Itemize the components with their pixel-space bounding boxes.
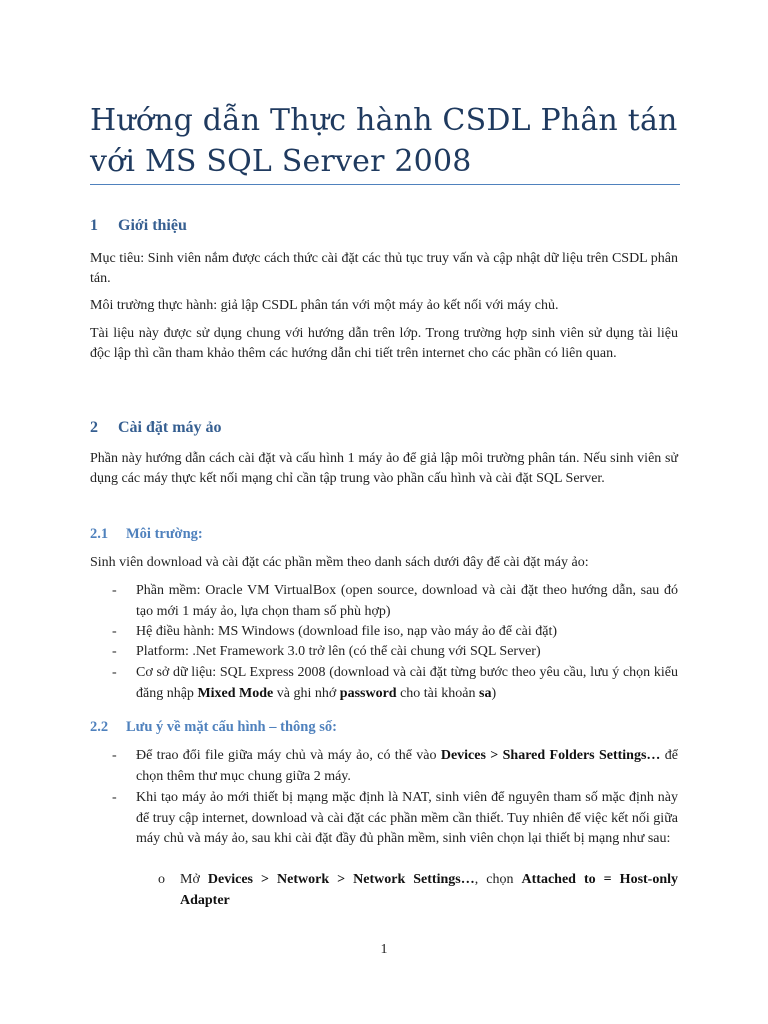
section-number: 1 [90,217,98,234]
section-title: Cài đặt máy ảo [118,419,222,436]
section-title: Lưu ý về mặt cấu hình – thông số: [126,719,337,735]
section-2-heading [90,419,222,437]
list-item [112,642,678,663]
bold-setting: Attached to = Host-only Adapter [180,872,679,908]
section-title: Giới thiệu [118,217,187,234]
paragraph: Tài liệu này được sử dụng chung với hướng dẫn trên lớp. Trong trường hợp sinh viên sử dụng tài liệu độc lập thì cần tham khảo thêm các hướng dẫn chi tiết trên internet cho các phần có liên quan. [90,326,678,361]
text-run: để chọn thêm thư mục chung giữa 2 máy. [136,748,678,784]
section-2-2-heading [90,719,337,736]
sub-bullet: o [158,872,165,887]
bold-menu-path: Devices > Shared Folders Settings… [440,748,661,763]
list-item-text: Khi tạo máy ảo mới thiết bị mạng mặc định là NAT, sinh viên để nguyên tham số mặc định này để truy cập internet, download và cài đặt các phần mềm cần thiết. Tuy nhiên để việc kết nối giữa máy chủ và máy ảo, sau khi cài đặt đầy đủ phần mềm, sinh viên chọn lại thiết bị mạng như sau: [136,790,678,846]
list-item-text [136,663,678,704]
list-item [112,663,678,704]
page-number: 1 [380,942,388,957]
list-dash: - [112,748,117,763]
list-item [112,622,678,643]
text-run: cho tài khoản [396,685,479,701]
list-dash: - [112,665,117,680]
list-item [112,788,678,850]
title-divider [90,184,680,185]
section-number: 2.1 [90,526,109,542]
list-item-text: Platform: .Net Framework 3.0 trở lên (có thể cài chung với SQL Server) [136,644,541,659]
bold-menu-path: Devices > Network > Network Settings… [207,872,475,887]
list-dash: - [112,644,117,659]
list-item [112,581,678,622]
document-title: Hướng dẫn Thực hành CSDL Phân tán với MS SQL Server 2008 [90,103,678,179]
section-title: Môi trường: [126,526,203,542]
text-run: Để trao đổi file giữa máy chủ và máy ảo, có thể vào [136,748,441,763]
list-item-text: Hệ điều hành: MS Windows (download file iso, nạp vào máy ảo để cài đặt) [136,624,558,639]
sub-list-item-text [180,870,678,911]
bold-mixed-mode: Mixed Mode [197,685,274,701]
text-run: , chọn [474,872,522,887]
list-dash: - [112,790,117,805]
list-item-text: Phần mềm: Oracle VM VirtualBox (open source, download và cài đặt theo hướng dẫn, sau đó tạo mới 1 máy ảo, lựa chọn tham số phù hợp) [136,583,678,619]
bold-password: password [339,685,397,701]
section-1-heading [90,217,187,235]
list-dash: - [112,624,117,639]
bold-sa: sa [479,685,492,701]
list-item-text [136,746,678,787]
list-dash: - [112,583,117,598]
sub-list-item [158,870,678,911]
text-run: ) [491,685,497,701]
text-run: Mở [180,872,208,887]
section-number: 2.2 [90,719,109,735]
text-run: Cơ sở dữ liệu: SQL Express 2008 (download và cài đặt từng bước theo yêu cầu, lưu ý chọn kiểu đăng nhập [136,665,678,701]
section-number: 2 [90,419,98,436]
paragraph: Sinh viên download và cài đặt các phần mềm theo danh sách dưới đây để cài đặt máy ảo: [90,555,589,570]
text-run: và ghi nhớ [273,685,340,701]
section-2-1-heading [90,526,203,543]
paragraph: Phần này hướng dẫn cách cài đặt và cấu hình 1 máy ảo để giả lập môi trường phân tán. Nếu sinh viên sử dụng các máy thực kết nối mạng chỉ cần tập trung vào phần cấu hình và cài đặt SQL Server. [90,451,678,486]
paragraph: Môi trường thực hành: giả lập CSDL phân tán với một máy ảo kết nối với máy chủ. [90,298,559,313]
paragraph: Mục tiêu: Sinh viên nắm được cách thức cài đặt các thủ tục truy vấn và cập nhật dữ liệu trên CSDL phân tán. [90,251,678,286]
list-item [112,746,678,787]
